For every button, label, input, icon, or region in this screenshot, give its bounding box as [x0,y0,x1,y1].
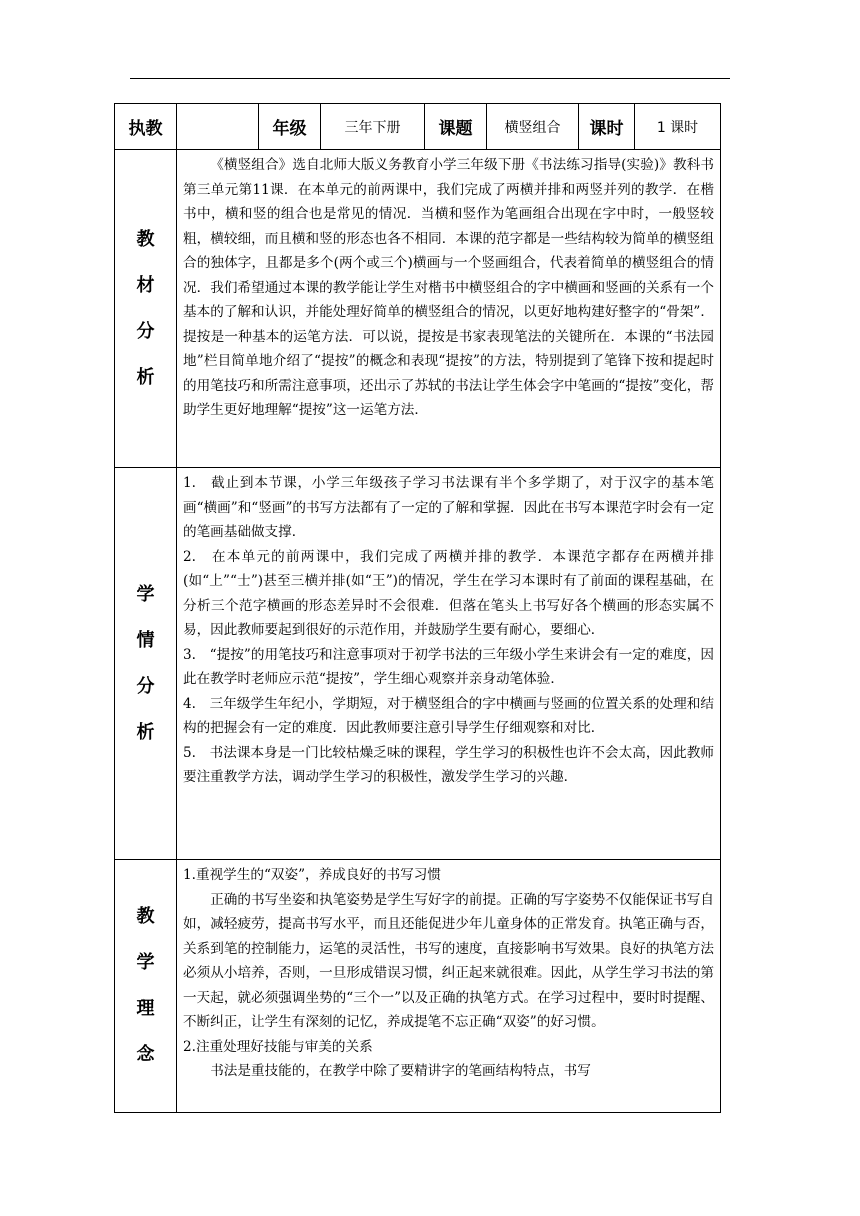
material-analysis-label: 教 材 分 析 [115,150,177,468]
student-item: 4. 三年级学生年纪小，学期短，对于横竖组合的字中横画与竖画的位置关系的处理和结构的把握会有一定的难度．因此教师要注意引导学生仔细观察和对比． [183,695,714,736]
topic-label: 课题 [425,104,487,150]
top-rule [130,78,730,79]
student-analysis-label: 学 情 分 析 [115,468,177,860]
material-analysis-text: 《横竖组合》选自北师大版义务教育小学三年级下册《书法练习指导(实验)》教科书第三单元第11课．在本单元的前两课中，我们完成了两横并排和两竖并列的教学．在楷书中，横和竖的组合也是常见的情况．当横和竖作为笔画组合出现在字中时，一般竖较粗，横较细，而且横和竖的形态也各不相同．本课的范字都是一些结构较为简单的横竖组合的独体字，且都是多个(两个或三个)横画与一个竖画组合，代表着简单的横竖组合的情况．我们希望通过本课的教学能让学生对楷书中横竖组合的字中横画和竖画的关系有一个基本的了解和认识，并能处理好简单的横竖组合的情况，以更好地构建好整字的“骨架”．提按是一种基本的运笔方法．可以说，提按是书家表现笔法的关键所在．本课的“书法园地”栏目简单地介绍了“提按”的概念和表现“提按”的方法，特别提到了笔锋下按和提起时的用笔技巧和所需注意事项，还出示了苏轼的书法让学生体会字中笔画的“提按”变化，帮助学生更好地理解“提按”这一运笔方法． [183,157,714,418]
teacher-label: 执教 [115,104,177,150]
idea-paragraph-2: 书法是重技能的，在教学中除了要精讲字的笔画结构特点，书写 [210,1063,591,1079]
header-row [115,104,721,150]
student-analysis-row [115,468,721,860]
idea-heading-1: 1.重视学生的“双姿”，养成良好的书写习惯 [183,867,441,883]
idea-paragraph-1: 正确的书写坐姿和执笔姿势是学生写好字的前提。正确的写字姿势不仅能保证书写自如，减轻疲劳，提高书写水平，而且还能促进少年儿童身体的正常发育。执笔正确与否，关系到笔的控制能力，运笔的灵活性，书写的速度，直接影响书写效果。良好的执笔方法必须从小培养，否则，一旦形成错误习惯，纠正起来就很难。因此，从学生学习书法的第一天起，就必须强调坐势的“三个一”以及正确的执笔方式。在学习过程中，要时时提醒、不断纠正，让学生有深刻的记忆，养成提笔不忘正确“双姿”的好习惯。 [183,891,714,1030]
student-item: 5. 书法课本身是一门比较枯燥乏味的课程，学生学习的积极性也许不会太高，因此教师要注重教学方法，调动学生学习的积极性，激发学生学习的兴趣． [183,744,714,785]
grade-label: 年级 [259,104,321,150]
idea-heading-2: 2.注重处理好技能与审美的关系 [183,1038,373,1055]
topic-value: 横竖组合 [487,104,579,150]
student-item: 2. 在本单元的前两课中，我们完成了两横并排的教学．本课范字都存在两横并排(如“上”“士”)甚至三横并排(如“王”)的情况，学生在学习本课时有了前面的课程基础，在分析三个范字横画的形态差异时不会很难．但落在笔头上书写好各个横画的形态实属不易，因此教师要起到很好的示范作用，并鼓励学生要有耐心，要细心． [183,548,714,638]
teaching-idea-clip [183,863,714,1084]
period-label: 课时 [579,104,635,150]
student-item: 3. “提按”的用笔技巧和注意事项对于初学书法的三年级小学生来讲会有一定的难度，因此在教学时老师应示范“提按”，学生细心观察并亲身动笔体验． [183,646,714,687]
material-analysis-row [115,150,721,468]
teaching-idea-content [177,860,721,1113]
material-analysis-content [177,150,721,468]
teacher-value [177,104,259,150]
teaching-idea-row [115,860,721,1113]
student-analysis-content [177,468,721,860]
teaching-idea-label: 教 学 理 念 [115,860,177,1113]
lesson-plan-table [114,103,721,1113]
student-item: 1. 截止到本节课，小学三年级孩子学习书法课有半个多学期了，对于汉字的基本笔画“横画”和“竖画”的书写方法都有了一定的了解和掌握．因此在书写本课范字时会有一定的笔画基础做支撑． [183,475,714,540]
period-value: 1 课时 [635,104,721,150]
grade-value: 三年下册 [321,104,425,150]
